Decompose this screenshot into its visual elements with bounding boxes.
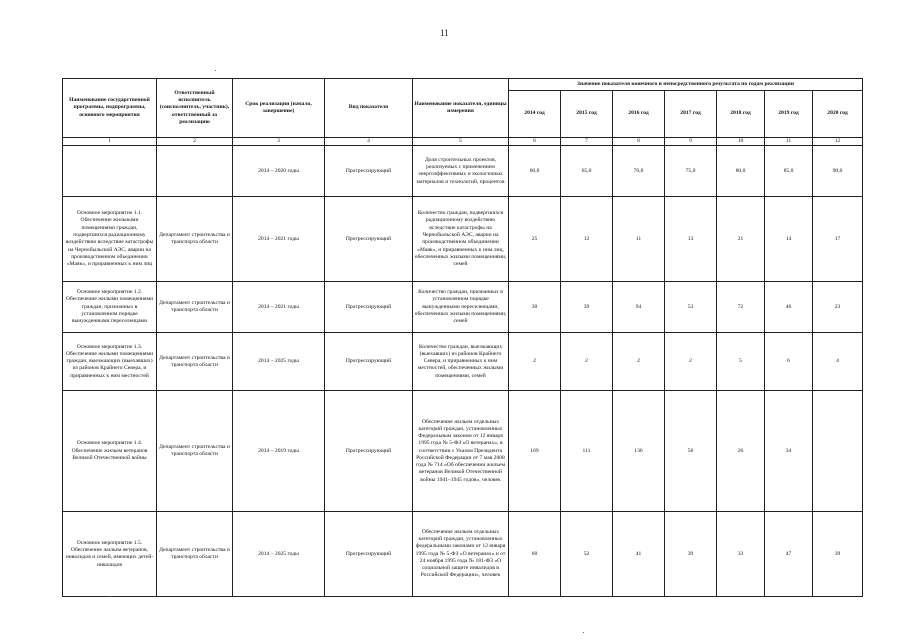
value-2015: 111	[561, 391, 613, 512]
scan-speck	[583, 632, 584, 633]
value-2016: 41	[613, 512, 665, 597]
value-2017: 39	[665, 512, 717, 597]
column-number: 6	[509, 138, 561, 146]
value-2020: 4	[813, 333, 863, 391]
column-number: 11	[765, 138, 813, 146]
column-number: 7	[561, 138, 613, 146]
column-number: 4	[325, 138, 413, 146]
value-2015: 12	[561, 197, 613, 282]
value-2020: 39	[813, 512, 863, 597]
column-number: 3	[233, 138, 325, 146]
scan-speck	[215, 70, 216, 71]
period: 2014 – 2020 годы	[233, 146, 325, 197]
column-number: 2	[157, 138, 233, 146]
value-2014: 169	[509, 391, 561, 512]
header-year: 2020 год	[813, 91, 863, 138]
indicator-name: Количество граждан, подвергшихся радиационному воздействию вследствие катастрофы на Чернобыльской АЭС, аварии на производственном объединении «Маяк», и приравненных к ним лиц, обеспеченных жилыми помещениями, семей	[413, 197, 509, 282]
activity-name: Основное мероприятие 1.5. Обеспечение жильем ветеранов, инвалидов и семей, имеющих детей-инвалидов	[63, 512, 157, 597]
indicator-type: Прогрессирующий	[325, 391, 413, 512]
table-row	[63, 197, 863, 282]
indicators-table	[62, 78, 863, 597]
value-2016: 11	[613, 197, 665, 282]
value-2014: 30	[509, 282, 561, 333]
value-2014: 60	[509, 512, 561, 597]
activity-name	[63, 146, 157, 197]
indicator-name: Количество граждан, выезжающих (выехавших) из районов Крайнего Севера, и приравненных к ним местностей, обеспеченных жилыми помещениями, семей	[413, 333, 509, 391]
activity-name: Основное мероприятие 1.4. Обеспечение жильем ветеранов Великой Отечественной войны	[63, 391, 157, 512]
value-2017: 53	[665, 282, 717, 333]
column-number-row	[63, 138, 863, 146]
value-2018: 80,0	[717, 146, 765, 197]
value-2019: 85,0	[765, 146, 813, 197]
executor: Департамент строительства и транспорта области	[157, 512, 233, 597]
header-name: Наименование государственной программы, подпрограммы, основного мероприятия	[63, 79, 157, 138]
column-number: 12	[813, 138, 863, 146]
indicator-type: Прогрессирующий	[325, 146, 413, 197]
page-number: 11	[440, 28, 449, 38]
value-2014: 25	[509, 197, 561, 282]
table-row	[63, 512, 863, 597]
header-year: 2017 год	[665, 91, 717, 138]
indicator-type: Прогрессирующий	[325, 512, 413, 597]
value-2015: 39	[561, 282, 613, 333]
table-row	[63, 391, 863, 512]
value-2018: 72	[717, 282, 765, 333]
table-row	[63, 333, 863, 391]
executor: Департамент строительства и транспорта области	[157, 391, 233, 512]
period: 2014 – 2025 годы	[233, 512, 325, 597]
header-year: 2019 год	[765, 91, 813, 138]
value-2015: 52	[561, 512, 613, 597]
value-2016: 136	[613, 391, 665, 512]
indicator-name: Количество граждан, признанных в установленном порядке вынужденными переселенцами, обеспеченных жилыми помещениями, семей	[413, 282, 509, 333]
column-number: 5	[413, 138, 509, 146]
period: 2014 – 2019 годы	[233, 391, 325, 512]
header-indicator-type: Вид показателя	[325, 79, 413, 138]
indicator-name: Обеспечение жильем отдельных категорий граждан, установленных федеральными законами от 12 января 1995 года № 5-ФЗ «О ветеранах» и от 24 ноября 1995 года № 181-ФЗ «О социальной защите инвалидов в Российской Федерации», человек	[413, 512, 509, 597]
value-2019: 46	[765, 282, 813, 333]
value-2020: 17	[813, 197, 863, 282]
header-executor: Ответственный исполнитель (соисполнитель, участник), ответственный за реализацию	[157, 79, 233, 138]
executor: Департамент строительства и транспорта области	[157, 197, 233, 282]
indicator-name: Доля строительных проектов, реализуемых с применением энергоэффективных и экологичных материалов и технологий, процентов	[413, 146, 509, 197]
value-2018: 5	[717, 333, 765, 391]
value-2014: 60,0	[509, 146, 561, 197]
table-row	[63, 282, 863, 333]
period: 2014 – 2021 годы	[233, 197, 325, 282]
value-2020: 23	[813, 282, 863, 333]
activity-name: Основное мероприятие 1.1. Обеспечение жильными помещениями граждан, подвергшихся радиационному воздействию вследствие катастрофы на Чернобыльской АЭС, аварии на производственном объединении «Маяк», и приравненных к ним лиц	[63, 197, 157, 282]
value-2019: 34	[765, 391, 813, 512]
header-year: 2018 год	[717, 91, 765, 138]
column-number: 8	[613, 138, 665, 146]
value-2017: 2	[665, 333, 717, 391]
value-2017: 75,0	[665, 146, 717, 197]
executor	[157, 146, 233, 197]
indicator-type: Прогрессирующий	[325, 282, 413, 333]
activity-name: Основное мероприятие 1.3. Обеспечение жилыми помещениями граждан, выезжающих (выехавших) из районов Крайнего Севера, и приравненных к ним местностей	[63, 333, 157, 391]
value-2020: 90,0	[813, 146, 863, 197]
value-2018: 33	[717, 512, 765, 597]
column-number: 1	[63, 138, 157, 146]
header-year: 2016 год	[613, 91, 665, 138]
value-2016: 70,0	[613, 146, 665, 197]
value-2018: 21	[717, 197, 765, 282]
period: 2014 – 2021 годы	[233, 282, 325, 333]
value-2016: 2	[613, 333, 665, 391]
header-year: 2015 год	[561, 91, 613, 138]
value-2016: 94	[613, 282, 665, 333]
column-number: 9	[665, 138, 717, 146]
executor: Департамент строительства и транспорта области	[157, 333, 233, 391]
value-2019: 14	[765, 197, 813, 282]
header-indicator-name: Наименование показателя, единицы измерения	[413, 79, 509, 138]
scan-speck	[110, 596, 111, 597]
value-2015: 65,0	[561, 146, 613, 197]
value-2015: 2	[561, 333, 613, 391]
value-2019: 6	[765, 333, 813, 391]
period: 2014 – 2025 годы	[233, 333, 325, 391]
column-number: 10	[717, 138, 765, 146]
indicator-type: Прогрессирующий	[325, 197, 413, 282]
indicator-name: Обеспечение жильем отдельных категорий граждан, установленных Федеральным законом от 12 января 1995 года № 5-ФЗ «О ветеранах», в соответствии с Указом Президента Российской Федерации от 7 мая 2008 года № 714 «Об обеспечении жильем ветеранов Великой Отечественной войны 1941–1945 годов», человек	[413, 391, 509, 512]
header-period: Срок реализации (начало, завершение)	[233, 79, 325, 138]
indicator-type: Прогрессирующий	[325, 333, 413, 391]
value-2019: 47	[765, 512, 813, 597]
activity-name: Основное мероприятие 1.2. Обеспечение жилыми помещениями граждан, признанных в установленном порядке вынужденными переселенцами	[63, 282, 157, 333]
value-2020	[813, 391, 863, 512]
table-row	[63, 146, 863, 197]
value-2014: 2	[509, 333, 561, 391]
value-2017: 56	[665, 391, 717, 512]
value-2018: 26	[717, 391, 765, 512]
value-2017: 13	[665, 197, 717, 282]
header-values-group: Значение показателя конечного и непосредственного результата по годам реализации	[509, 79, 863, 91]
header-year: 2014 год	[509, 91, 561, 138]
executor: Департамент строительства и транспорта области	[157, 282, 233, 333]
